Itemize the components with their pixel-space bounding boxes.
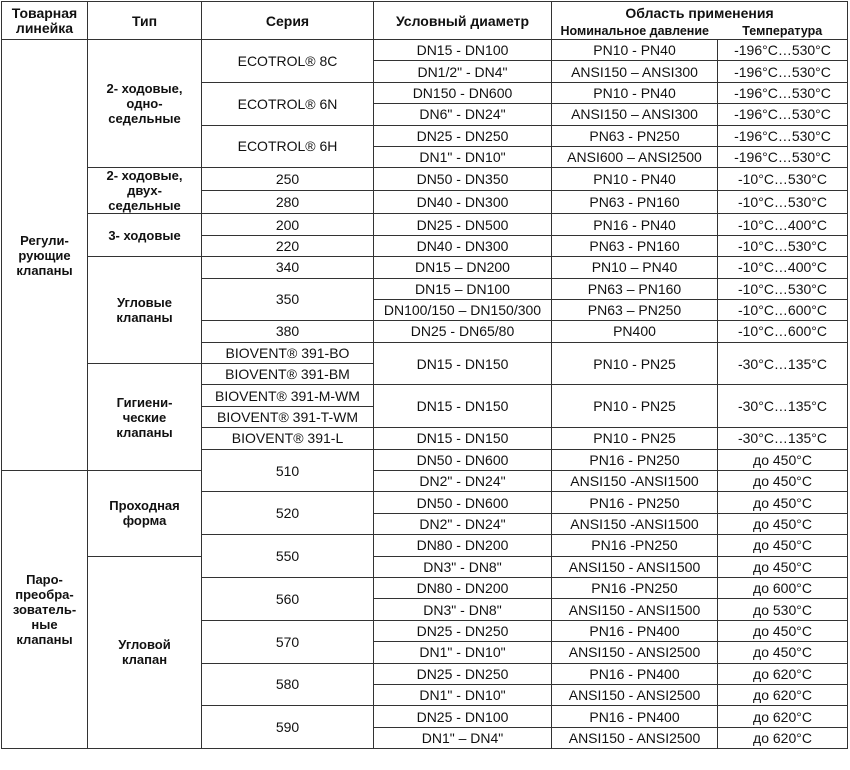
pressure-cell: PN16 - PN400 <box>552 663 718 684</box>
product-line-cell <box>2 471 88 749</box>
pressure-cell: ANSI150 - ANSI1500 <box>552 556 718 577</box>
series-cell: ECOTROL® 6H <box>202 125 374 168</box>
header-temperature: Температура <box>718 24 848 40</box>
diameter-cell: DN6" - DN24" <box>374 104 552 125</box>
series-cell: 520 <box>202 492 374 535</box>
header-product-line-line2: линейка <box>15 19 74 36</box>
pressure-cell: ANSI150 - ANSI1500 <box>552 599 718 620</box>
temperature-cell: -10°C…400°C <box>718 257 848 278</box>
type-cell <box>88 257 202 364</box>
series-cell: 590 <box>202 706 374 749</box>
pressure-cell: PN16 - PN400 <box>552 706 718 727</box>
diameter-cell: DN50 - DN350 <box>374 168 552 191</box>
diameter-cell: DN3" - DN8" <box>374 556 552 577</box>
label-line: одно- <box>126 96 163 112</box>
diameter-cell: DN25 - DN100 <box>374 706 552 727</box>
pressure-cell: PN63 - PN160 <box>552 191 718 214</box>
series-cell: 510 <box>202 449 374 492</box>
diameter-cell: DN100/150 – DN150/300 <box>374 299 552 320</box>
valve-catalog-table <box>1 1 848 749</box>
label-line: Гигиени- <box>116 394 173 410</box>
pressure-cell: PN10 - PN25 <box>552 385 718 428</box>
series-cell: 560 <box>202 577 374 620</box>
pressure-cell: PN10 - PN25 <box>552 342 718 385</box>
table-row <box>2 214 848 235</box>
pressure-cell: PN400 <box>552 321 718 342</box>
table-row <box>2 40 848 61</box>
diameter-cell: DN1" - DN10" <box>374 684 552 705</box>
label-line: форма <box>122 513 167 529</box>
label-line: Угловые <box>116 295 173 311</box>
diameter-cell: DN1" – DN4" <box>374 727 552 748</box>
series-cell: BIOVENT® 391-T-WM <box>202 406 374 427</box>
series-cell: 570 <box>202 620 374 663</box>
temperature-cell: до 450°C <box>718 449 848 470</box>
pressure-cell: ANSI150 – ANSI300 <box>552 61 718 82</box>
temperature-cell: -10°C…600°C <box>718 299 848 320</box>
header-series: Серия <box>202 2 374 40</box>
temperature-cell: до 530°C <box>718 599 848 620</box>
temperature-cell: до 450°C <box>718 642 848 663</box>
diameter-cell: DN15 - DN150 <box>374 428 552 449</box>
label-line: ческие <box>122 409 167 425</box>
diameter-cell: DN2" - DN24" <box>374 471 552 492</box>
series-cell: ECOTROL® 8C <box>202 40 374 83</box>
series-cell: 580 <box>202 663 374 706</box>
label-line: рующие <box>18 247 71 263</box>
type-cell <box>88 471 202 557</box>
series-cell: 250 <box>202 168 374 191</box>
table-row <box>2 556 848 577</box>
diameter-cell: DN150 - DN600 <box>374 82 552 103</box>
series-cell: 200 <box>202 214 374 235</box>
series-cell: BIOVENT® 391-L <box>202 428 374 449</box>
diameter-cell: DN50 - DN600 <box>374 492 552 513</box>
label-line: 2- ходовые, <box>106 81 183 97</box>
diameter-cell: DN15 – DN200 <box>374 257 552 278</box>
temperature-cell: до 620°C <box>718 706 848 727</box>
diameter-cell: DN3" - DN8" <box>374 599 552 620</box>
type-cell <box>88 214 202 257</box>
type-cell <box>88 364 202 471</box>
series-cell: BIOVENT® 391-M-WM <box>202 385 374 406</box>
diameter-cell: DN15 - DN150 <box>374 385 552 428</box>
pressure-cell: PN63 - PN160 <box>552 235 718 256</box>
pressure-cell: PN10 - PN40 <box>552 82 718 103</box>
pressure-cell: PN10 - PN40 <box>552 40 718 61</box>
temperature-cell: -196°C…530°C <box>718 82 848 103</box>
label-line: клапаны <box>16 632 73 648</box>
header-application: Область применения <box>552 2 848 24</box>
header-diameter: Условный диаметр <box>374 2 552 40</box>
diameter-cell: DN15 – DN100 <box>374 278 552 299</box>
label-line: седельные <box>108 198 181 214</box>
temperature-cell: -196°C…530°C <box>718 40 848 61</box>
temperature-cell: -30°C…135°C <box>718 385 848 428</box>
temperature-cell: -196°C…530°C <box>718 125 848 146</box>
label-line: преобра- <box>15 587 74 603</box>
pressure-cell: PN10 - PN25 <box>552 428 718 449</box>
pressure-cell: PN63 – PN160 <box>552 278 718 299</box>
label-line: Регули- <box>20 232 69 248</box>
diameter-cell: DN15 - DN100 <box>374 40 552 61</box>
label-line: Угловой <box>118 637 171 653</box>
diameter-cell: DN2" - DN24" <box>374 513 552 534</box>
temperature-cell: до 450°C <box>718 471 848 492</box>
pressure-cell: PN16 - PN250 <box>552 449 718 470</box>
series-cell: 340 <box>202 257 374 278</box>
pressure-cell: PN63 - PN250 <box>552 125 718 146</box>
series-cell: 550 <box>202 535 374 578</box>
diameter-cell: DN25 - DN250 <box>374 620 552 641</box>
temperature-cell: до 620°C <box>718 727 848 748</box>
pressure-cell: PN16 -PN250 <box>552 535 718 556</box>
label-line: седельные <box>108 111 181 127</box>
pressure-cell: PN63 – PN250 <box>552 299 718 320</box>
product-line-cell <box>2 40 88 471</box>
table-row <box>2 257 848 278</box>
series-cell: 380 <box>202 321 374 342</box>
table-row <box>2 471 848 492</box>
pressure-cell: ANSI150 - ANSI2500 <box>552 642 718 663</box>
temperature-cell: -10°C…530°C <box>718 191 848 214</box>
temperature-cell: до 620°C <box>718 663 848 684</box>
label-line: Паро- <box>26 572 63 588</box>
temperature-cell: до 600°C <box>718 577 848 598</box>
type-cell <box>88 168 202 214</box>
series-cell: ECOTROL® 6N <box>202 82 374 125</box>
diameter-cell: DN25 - DN250 <box>374 663 552 684</box>
label-line: 2- ходовые, <box>106 168 183 184</box>
temperature-cell: до 620°C <box>718 684 848 705</box>
pressure-cell: PN16 - PN250 <box>552 492 718 513</box>
label-line: двух- <box>127 183 162 199</box>
pressure-cell: PN10 - PN40 <box>552 168 718 191</box>
label-line: клапаны <box>116 310 173 326</box>
temperature-cell: -30°C…135°C <box>718 428 848 449</box>
temperature-cell: -10°C…530°C <box>718 278 848 299</box>
pressure-cell: ANSI150 -ANSI1500 <box>552 513 718 534</box>
temperature-cell: -10°C…400°C <box>718 214 848 235</box>
label-line: 3- ходовые <box>108 227 181 243</box>
table-row <box>2 168 848 191</box>
header-type: Тип <box>88 2 202 40</box>
diameter-cell: DN25 - DN250 <box>374 125 552 146</box>
diameter-cell: DN40 - DN300 <box>374 235 552 256</box>
header-product-line-line1: Товарная <box>11 4 78 21</box>
series-cell: 280 <box>202 191 374 214</box>
temperature-cell: до 450°C <box>718 513 848 534</box>
pressure-cell: PN10 – PN40 <box>552 257 718 278</box>
diameter-cell: DN50 - DN600 <box>374 449 552 470</box>
diameter-cell: DN1" - DN10" <box>374 146 552 167</box>
pressure-cell: ANSI150 - ANSI2500 <box>552 684 718 705</box>
series-cell: BIOVENT® 391-BM <box>202 364 374 385</box>
pressure-cell: PN16 -PN250 <box>552 577 718 598</box>
series-cell: BIOVENT® 391-BO <box>202 342 374 363</box>
diameter-cell: DN80 - DN200 <box>374 535 552 556</box>
series-cell: 220 <box>202 235 374 256</box>
label-line: Проходная <box>109 498 180 514</box>
temperature-cell: -10°C…600°C <box>718 321 848 342</box>
temperature-cell: -196°C…530°C <box>718 61 848 82</box>
pressure-cell: ANSI150 - ANSI2500 <box>552 727 718 748</box>
temperature-cell: -196°C…530°C <box>718 146 848 167</box>
diameter-cell: DN25 - DN500 <box>374 214 552 235</box>
temperature-cell: -30°C…135°C <box>718 342 848 385</box>
diameter-cell: DN15 - DN150 <box>374 342 552 385</box>
temperature-cell: -10°C…530°C <box>718 235 848 256</box>
label-line: клапан <box>121 652 168 668</box>
label-line: клапаны <box>116 424 173 440</box>
table-body <box>2 40 848 749</box>
header-pressure: Номинальное давление <box>552 24 718 40</box>
pressure-cell: ANSI150 – ANSI300 <box>552 104 718 125</box>
label-line: ные <box>31 617 58 633</box>
type-cell <box>88 40 202 168</box>
diameter-cell: DN1" - DN10" <box>374 642 552 663</box>
label-line: зователь- <box>12 602 77 618</box>
label-line: клапаны <box>16 262 73 278</box>
series-cell: 350 <box>202 278 374 321</box>
diameter-cell: DN25 - DN65/80 <box>374 321 552 342</box>
pressure-cell: ANSI600 – ANSI2500 <box>552 146 718 167</box>
pressure-cell: PN16 - PN400 <box>552 620 718 641</box>
header-product-line <box>2 2 88 40</box>
temperature-cell: -196°C…530°C <box>718 104 848 125</box>
pressure-cell: ANSI150 -ANSI1500 <box>552 471 718 492</box>
pressure-cell: PN16 - PN40 <box>552 214 718 235</box>
temperature-cell: до 450°C <box>718 556 848 577</box>
diameter-cell: DN80 - DN200 <box>374 577 552 598</box>
diameter-cell: DN1/2" - DN4" <box>374 61 552 82</box>
temperature-cell: до 450°C <box>718 620 848 641</box>
type-cell <box>88 556 202 749</box>
temperature-cell: до 450°C <box>718 492 848 513</box>
diameter-cell: DN40 - DN300 <box>374 191 552 214</box>
temperature-cell: -10°C…530°C <box>718 168 848 191</box>
temperature-cell: до 450°C <box>718 535 848 556</box>
